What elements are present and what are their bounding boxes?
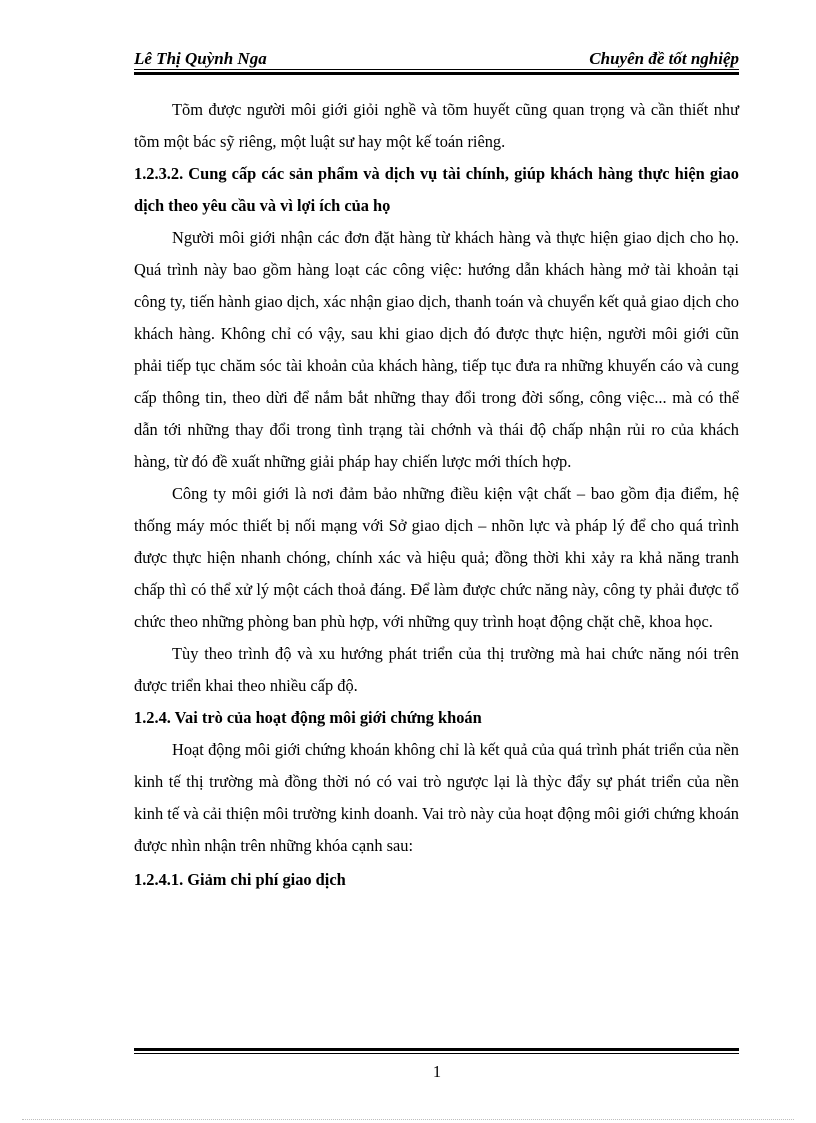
header-title: Chuyên đề tốt nghiệp	[589, 49, 739, 68]
page-body	[134, 94, 739, 898]
paragraph-1: Tõm được người môi giới giỏi nghề và tõm huyết cũng quan trọng và cần thiết như tõm một bác sỹ riêng, một luật sư hay một kế toán riêng.	[134, 100, 739, 151]
paragraph-2: Người môi giới nhận các đơn đặt hàng từ khách hàng và thực hiện giao dịch cho họ. Quá trình này bao gồm hàng loạt các công việc: hướng dẫn khách hàng mở tài khoản tại công ty, tiến hành giao dịch, xác nhận giao dịch, thanh toán và chuyển kết quả giao dịch cho khách hàng. Không chỉ có vậy, sau khi giao dịch đó được thực hiện, người môi giới cũn phải tiếp tục chăm sóc tài khoản của khách hàng, tiếp tục đưa ra những khuyến cáo và cung cấp thông tin, theo dừi để nắm bắt những thay đổi trong đời sống, công việc... mà có thể dẫn tới những thay đổi trong tình trạng tài chớnh và thái độ chấp nhận rủi ro của khách hàng, từ đó đề xuất những giải pháp hay chiến lược mới thích hợp.	[134, 228, 739, 471]
footer-rule-thin	[134, 1053, 739, 1054]
paragraph-5: Hoạt động môi giới chứng khoán không chỉ là kết quả của quá trình phát triển của nền kinh tế thị trường mà đồng thời nó có vai trò ngược lại là thỳc đẩy sự phát triển của nền kinh tế và cải thiện môi trường kinh doanh. Vai trò này của hoạt động môi giới chứng khoán được nhìn nhận trên những khóa cạnh sau:	[134, 740, 739, 855]
section-heading-1-2-4: 1.2.4. Vai trò của hoạt động môi giới chứng khoán	[134, 708, 482, 727]
header-rule-thin	[134, 69, 739, 70]
paragraph-3: Công ty môi giới là nơi đảm bảo những điều kiện vật chất – bao gồm địa điểm, hệ thống máy móc thiết bị nối mạng với Sở giao dịch – nhõn lực và pháp lý để cho quá trình được thực hiện nhanh chóng, chính xác và hiệu quả; đồng thời khi xảy ra khả năng tranh chấp thì có thể xử lý một cách thoả đáng. Để làm được chức năng này, công ty phải được tổ chức theo những phòng ban phù hợp, với những quy trình hoạt động chặt chẽ, khoa học.	[134, 484, 739, 631]
paragraph-4: Tùy theo trình độ và xu hướng phát triển của thị trường mà hai chức năng nói trên được triển khai theo nhiều cấp độ.	[134, 644, 739, 695]
header-author: Lê Thị Quỳnh Nga	[134, 49, 267, 68]
footer-rule-thick	[134, 1048, 739, 1051]
page-number: 1	[432, 1062, 442, 1081]
page-header	[134, 47, 739, 71]
page-edge-line	[22, 1119, 794, 1120]
section-heading-1-2-3-2: 1.2.3.2. Cung cấp các sản phẩm và dịch vụ tài chính, giúp khách hàng thực hiện giao dịch theo yêu cầu và vì lợi ích của họ	[134, 164, 739, 215]
header-rule-thick	[134, 72, 739, 75]
section-heading-1-2-4-1: 1.2.4.1. Giảm chi phí giao dịch	[134, 870, 346, 889]
